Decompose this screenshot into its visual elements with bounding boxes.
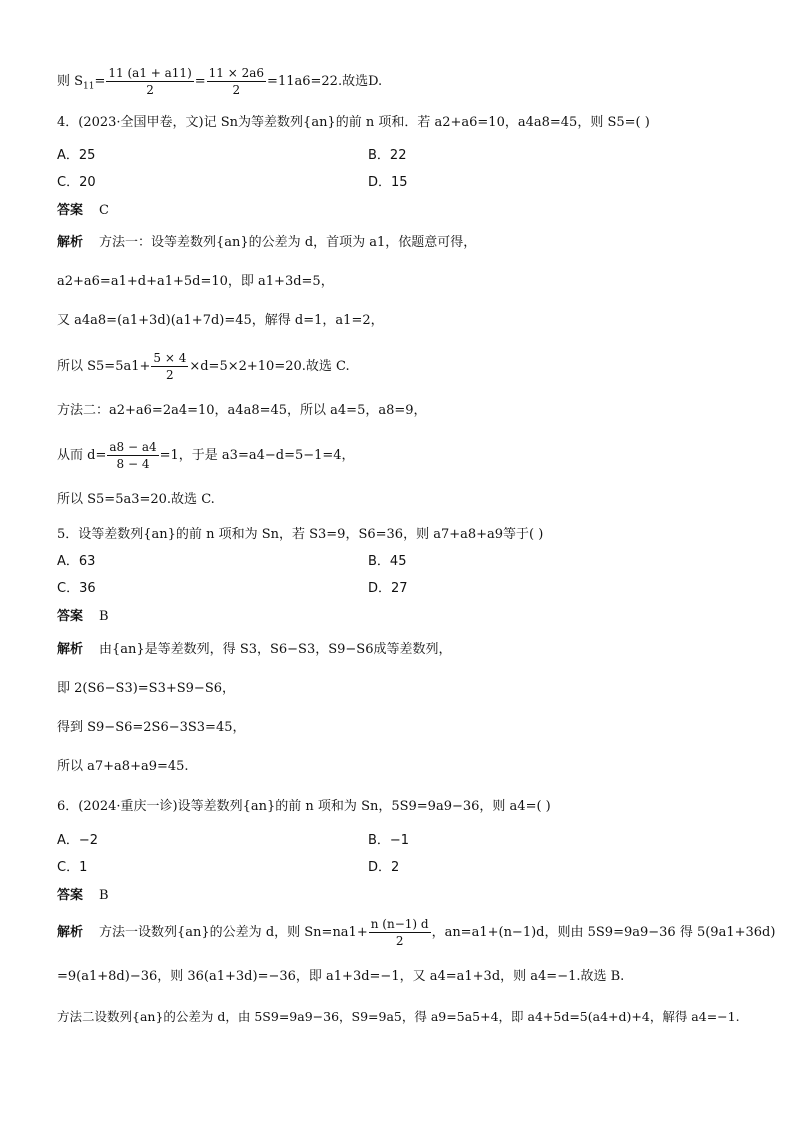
fraction-numerator: 11 × 2a6 xyxy=(208,66,265,80)
fraction-denominator: 8 − 4 xyxy=(116,457,150,471)
text-subscript: 11 xyxy=(83,81,95,92)
fraction xyxy=(207,65,266,98)
answer-label: 答案 xyxy=(57,203,84,218)
text-segment: =1，于是 a3=a4−d=5−1=4， xyxy=(159,448,355,463)
text-segment: =11a6=22.故选D. xyxy=(267,74,383,89)
question-5-analysis-4: 所以 a7+a8+a9=45. xyxy=(57,759,189,774)
question-5-analysis-3: 得到 S9−S6=2S6−3S3=45， xyxy=(57,720,246,735)
fraction xyxy=(106,65,193,98)
text-segment: = xyxy=(94,74,106,89)
text-segment: ×d=5×2+10=20.故选 C. xyxy=(189,359,350,374)
analysis-text: 方法一：设等差数列{an}的公差为 d，首项为 a1，依题意可得， xyxy=(99,235,477,250)
question-6-analysis-2: =9(a1+8d)−36，则 36(a1+3d)=−36，即 a1+3d=−1，又 a4=a1+3d，则 a4=−1.故选 B. xyxy=(57,969,625,984)
question-5-option-d: D．27 xyxy=(368,581,408,596)
text-segment: 所以 S5=5a1+ xyxy=(57,359,151,374)
answer-value: B xyxy=(99,888,109,903)
question-5-answer xyxy=(57,607,754,627)
question-5-option-b: B．45 xyxy=(368,554,407,569)
fraction-numerator: 5 × 4 xyxy=(153,351,187,365)
question-6-option-a: A．−2 xyxy=(57,833,99,848)
fraction-numerator: a8 − a4 xyxy=(109,440,157,454)
prev-solution-line xyxy=(57,62,754,102)
question-4-answer xyxy=(57,201,754,221)
fraction-numerator: n (n−1) d xyxy=(370,917,429,931)
fraction xyxy=(369,916,431,949)
fraction xyxy=(151,350,188,383)
analysis-text: 由{an}是等差数列，得 S3，S6−S3，S9−S6成等差数列， xyxy=(99,642,452,657)
question-4-analysis-2: a2+a6=a1+d+a1+5d=10，即 a1+3d=5， xyxy=(57,274,334,289)
question-4-analysis-1 xyxy=(57,233,754,253)
question-6-answer xyxy=(57,886,754,906)
fraction-denominator: 2 xyxy=(395,934,404,948)
question-4-option-d: D．15 xyxy=(368,175,408,190)
text-segment: ，an=a1+(n−1)d，则由 5S9=9a9−36 得 5(9a1+36d) xyxy=(431,925,776,940)
question-5-analysis-1 xyxy=(57,640,754,660)
question-5-analysis-2: 即 2(S6−S3)=S3+S9−S6， xyxy=(57,681,236,696)
question-6-analysis-3: 方法二设数列{an}的公差为 d，由 5S9=9a9−36，S9=9a5，得 a9=5a5+4，即 a4+5d=5(a4+d)+4，解得 a4=−1. xyxy=(57,1009,740,1024)
analysis-label: 解析 xyxy=(57,235,84,250)
question-4-option-c: C．20 xyxy=(57,175,96,190)
text-segment: = xyxy=(194,74,206,89)
question-6-option-b: B．−1 xyxy=(368,833,410,848)
analysis-label: 解析 xyxy=(57,925,84,940)
fraction-numerator: 11 (a1 + a11) xyxy=(108,66,192,80)
question-5-option-a: A．63 xyxy=(57,554,96,569)
fraction-denominator: 2 xyxy=(146,83,154,97)
answer-label: 答案 xyxy=(57,609,84,624)
question-6-option-d: D．2 xyxy=(368,860,400,875)
question-4-analysis-5: 方法二：a2+a6=2a4=10，a4a8=45，所以 a4=5，a8=9， xyxy=(57,403,427,418)
answer-label: 答案 xyxy=(57,888,84,903)
question-4-stem: 4．(2023·全国甲卷，文)记 Sn为等差数列{an}的前 n 项和．若 a2+a6=10，a4a8=45，则 S5=( ) xyxy=(57,115,650,130)
fraction-denominator: 2 xyxy=(166,368,174,382)
answer-value: B xyxy=(99,609,109,624)
question-6-option-c: C．1 xyxy=(57,860,88,875)
question-4-option-a: A．25 xyxy=(57,148,96,163)
text-segment: 则 S xyxy=(57,74,84,89)
text-segment: 从而 d= xyxy=(57,448,107,463)
question-5-option-c: C．36 xyxy=(57,581,96,596)
text-segment: 方法一设数列{an}的公差为 d，则 Sn=na1+ xyxy=(99,925,368,940)
question-4-analysis-7: 所以 S5=5a3=20.故选 C. xyxy=(57,492,215,507)
question-4-analysis-6 xyxy=(57,436,754,476)
answer-value: C xyxy=(99,203,109,218)
analysis-label: 解析 xyxy=(57,642,84,657)
question-6-stem: 6．(2024·重庆一诊)设等差数列{an}的前 n 项和为 Sn，5S9=9a9−36，则 a4=( ) xyxy=(57,799,551,814)
fraction-denominator: 2 xyxy=(232,83,241,97)
question-4-option-b: B．22 xyxy=(368,148,407,163)
question-4-analysis-3: 又 a4a8=(a1+3d)(a1+7d)=45，解得 d=1，a1=2， xyxy=(57,313,384,328)
question-4-analysis-4 xyxy=(57,347,754,387)
fraction xyxy=(107,439,158,472)
question-5-stem: 5．设等差数列{an}的前 n 项和为 Sn，若 S3=9，S6=36，则 a7+a8+a9等于( ) xyxy=(57,527,544,542)
question-6-analysis-1 xyxy=(57,913,774,953)
